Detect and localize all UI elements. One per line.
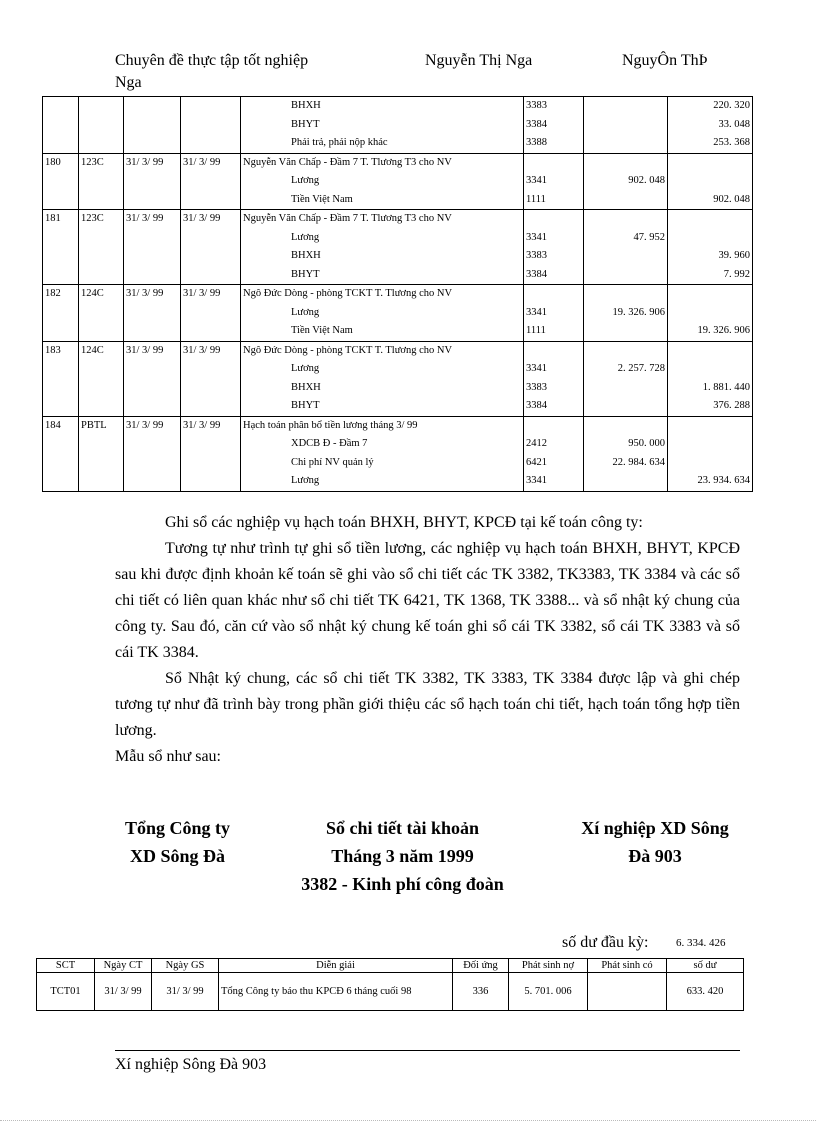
cell-sct	[79, 304, 124, 323]
cell-dien-giai: BHXH	[241, 379, 524, 398]
ledger-title: Sổ chi tiết tài khoản	[325, 818, 480, 838]
cell-no	[584, 153, 668, 172]
table-row	[43, 416, 753, 435]
cell-ngay-gs	[181, 360, 241, 379]
cell-no	[584, 191, 668, 210]
cell-co: 7. 992	[668, 266, 753, 285]
body-text	[115, 510, 740, 770]
ledger-account: 3382 - Kinh phí công đoàn	[301, 874, 504, 894]
cell-ngay-gs	[181, 304, 241, 323]
table-row	[43, 360, 753, 379]
cell-tk: 2412	[524, 435, 584, 454]
cell-ngay-ct: 31/ 3/ 99	[124, 341, 181, 360]
cell-stt	[43, 360, 79, 379]
cell-sct	[79, 322, 124, 341]
cell-ngay-gs	[181, 379, 241, 398]
company-name-line2: XD Sông Đà	[129, 846, 226, 866]
table-row	[43, 210, 753, 229]
cell-ngay-ct: 31/ 3/ 99	[124, 153, 181, 172]
cell-stt	[43, 472, 79, 491]
cell-tk: 3383	[524, 97, 584, 116]
table-row	[43, 397, 753, 416]
journal-body	[43, 97, 753, 492]
cell-stt	[43, 247, 79, 266]
table-row	[43, 172, 753, 191]
cell-ngay-ct: 31/ 3/ 99	[124, 416, 181, 435]
cell-stt	[43, 134, 79, 153]
cell-no	[584, 134, 668, 153]
table-row	[43, 379, 753, 398]
cell-doi-ung: 336	[453, 973, 509, 1011]
cell-ngay-ct	[124, 134, 181, 153]
col-ngay-ct: Ngày CT	[95, 959, 152, 973]
cell-ngay-ct: 31/ 3/ 99	[124, 285, 181, 304]
cell-stt	[43, 172, 79, 191]
cell-ngay-ct	[124, 247, 181, 266]
cell-stt: 181	[43, 210, 79, 229]
cell-tk: 1111	[524, 322, 584, 341]
cell-stt	[43, 191, 79, 210]
cell-ngay-gs	[181, 472, 241, 491]
table-row	[43, 435, 753, 454]
cell-tk: 3384	[524, 116, 584, 135]
cell-sct	[79, 172, 124, 191]
cell-ngay-gs	[181, 454, 241, 473]
paragraph-1: Ghi sổ các nghiệp vụ hạch toán BHXH, BHYT, KPCĐ tại kế toán công ty:	[165, 514, 643, 531]
cell-dien-giai: Lương	[241, 472, 524, 491]
cell-co	[668, 210, 753, 229]
cell-co	[668, 435, 753, 454]
cell-tk: 3341	[524, 229, 584, 248]
cell-ngay-gs: 31/ 3/ 99	[181, 416, 241, 435]
cell-ngay-gs: 31/ 3/ 99	[181, 210, 241, 229]
cell-co	[588, 973, 667, 1011]
cell-no: 902. 048	[584, 172, 668, 191]
cell-co: 33. 048	[668, 116, 753, 135]
table-row	[37, 973, 744, 1011]
cell-ngay-ct	[124, 172, 181, 191]
cell-ngay-ct	[124, 191, 181, 210]
cell-sct: 123C	[79, 153, 124, 172]
cell-dien-giai: BHYT	[241, 116, 524, 135]
paragraph-4: Mẫu sổ như sau:	[115, 748, 221, 765]
table-row	[43, 191, 753, 210]
cell-co: 19. 326. 906	[668, 322, 753, 341]
cell-dien-giai: Lương	[241, 229, 524, 248]
col-dien-giai: Diễn giải	[219, 959, 453, 973]
table-row	[43, 116, 753, 135]
unit-name-line2: Đà 903	[628, 846, 682, 866]
cell-tk	[524, 210, 584, 229]
col-phat-sinh-no: Phát sinh nợ	[509, 959, 588, 973]
unit-name-line1: Xí nghiệp XD Sông	[581, 818, 729, 838]
cell-stt: 182	[43, 285, 79, 304]
cell-stt	[43, 322, 79, 341]
cell-stt: 184	[43, 416, 79, 435]
cell-no	[584, 322, 668, 341]
cell-tk: 3383	[524, 379, 584, 398]
cell-dien-giai: Ngô Đức Dòng - phòng TCKT T. Tlương cho NV	[241, 285, 524, 304]
cell-stt	[43, 266, 79, 285]
cell-sct: 124C	[79, 341, 124, 360]
cell-ngay-ct: 31/ 3/ 99	[95, 973, 152, 1011]
cell-no	[584, 116, 668, 135]
cell-dien-giai: Lương	[241, 304, 524, 323]
cell-tk	[524, 153, 584, 172]
table-row	[43, 472, 753, 491]
cell-ngay-ct	[124, 229, 181, 248]
cell-co	[668, 229, 753, 248]
cell-dien-giai: BHXH	[241, 247, 524, 266]
cell-dien-giai: Hạch toán phân bổ tiền lương tháng 3/ 99	[241, 416, 524, 435]
cell-stt	[43, 304, 79, 323]
cell-ngay-ct	[124, 360, 181, 379]
cell-no	[584, 341, 668, 360]
cell-stt	[43, 379, 79, 398]
cell-stt	[43, 454, 79, 473]
cell-no: 19. 326. 906	[584, 304, 668, 323]
header-left-line1: Chuyên đề thực tập tốt nghiệp	[115, 52, 309, 69]
cell-co: 253. 368	[668, 134, 753, 153]
cell-sct	[79, 266, 124, 285]
ledger-period: Tháng 3 năm 1999	[331, 846, 474, 866]
cell-no	[584, 97, 668, 116]
cell-ngay-gs	[181, 97, 241, 116]
cell-sct	[79, 472, 124, 491]
cell-co: 39. 960	[668, 247, 753, 266]
cell-co	[668, 341, 753, 360]
col-sct: SCT	[37, 959, 95, 973]
cell-co: 376. 288	[668, 397, 753, 416]
cell-co	[668, 172, 753, 191]
cell-tk	[524, 341, 584, 360]
cell-tk: 3341	[524, 304, 584, 323]
col-ngay-gs: Ngày GS	[152, 959, 219, 973]
cell-dien-giai: Chi phí NV quản lý	[241, 454, 524, 473]
journal-table	[42, 96, 753, 492]
ledger-header-row	[37, 959, 744, 973]
table-row	[43, 134, 753, 153]
cell-no	[584, 472, 668, 491]
cell-co: 220. 320	[668, 97, 753, 116]
cell-no	[584, 379, 668, 398]
cell-ngay-gs: 31/ 3/ 99	[152, 973, 219, 1011]
page-bottom-dotted-line	[0, 1120, 816, 1121]
cell-dien-giai: Nguyễn Văn Chấp - Đầm 7 T. Tlương T3 cho NV	[241, 210, 524, 229]
cell-ngay-ct	[124, 397, 181, 416]
cell-tk: 3388	[524, 134, 584, 153]
cell-ngay-ct	[124, 322, 181, 341]
cell-co	[668, 416, 753, 435]
cell-ngay-ct	[124, 97, 181, 116]
cell-ngay-gs	[181, 172, 241, 191]
cell-no	[584, 266, 668, 285]
cell-tk: 3384	[524, 266, 584, 285]
cell-no	[584, 416, 668, 435]
form-title-right	[555, 814, 755, 870]
table-row	[43, 229, 753, 248]
footer-text: Xí nghiệp Sông Đà 903	[115, 1056, 267, 1073]
cell-sct: 124C	[79, 285, 124, 304]
cell-ngay-gs	[181, 229, 241, 248]
cell-stt	[43, 397, 79, 416]
cell-sct	[79, 454, 124, 473]
cell-dien-giai: Phải trả, phải nộp khác	[241, 134, 524, 153]
cell-no: 950. 000	[584, 435, 668, 454]
cell-tk: 3384	[524, 397, 584, 416]
cell-sct: 123C	[79, 210, 124, 229]
cell-ngay-gs	[181, 134, 241, 153]
table-row	[43, 341, 753, 360]
cell-no	[584, 285, 668, 304]
cell-tk: 3383	[524, 247, 584, 266]
opening-balance-value: 6. 334. 426	[676, 937, 726, 949]
cell-co	[668, 153, 753, 172]
table-row	[43, 322, 753, 341]
cell-sct	[79, 97, 124, 116]
cell-ngay-ct	[124, 304, 181, 323]
cell-dien-giai: Lương	[241, 360, 524, 379]
cell-ngay-ct	[124, 379, 181, 398]
cell-tk	[524, 285, 584, 304]
table-row	[43, 285, 753, 304]
table-row	[43, 304, 753, 323]
cell-no: 2. 257. 728	[584, 360, 668, 379]
cell-dien-giai: XDCB Đ - Đầm 7	[241, 435, 524, 454]
form-title-center	[270, 814, 535, 898]
table-row	[43, 266, 753, 285]
cell-tk: 6421	[524, 454, 584, 473]
cell-co	[668, 304, 753, 323]
table-row	[43, 153, 753, 172]
cell-tk: 3341	[524, 172, 584, 191]
cell-dien-giai: Tiền Việt Nam	[241, 322, 524, 341]
cell-ngay-gs: 31/ 3/ 99	[181, 285, 241, 304]
cell-co	[668, 285, 753, 304]
paragraph-2: Tương tự như trình tự ghi sổ tiền lương, các nghiệp vụ hạch toán BHXH, BHYT, KPCĐ sau khi được định khoản kế toán sẽ ghi vào sổ chi tiết các TK 3382, TK3383, TK 3384 và các sổ chi tiết có liên quan khác như sổ chi tiết TK 6421, TK 1368, TK 3388... và sổ nhật ký chung của công ty. Sau đó, căn cứ vào sổ nhật ký chung kế toán ghi sổ cái TK 3382, sổ cái TK 3383 và sổ cái TK 3384.	[115, 540, 740, 661]
cell-no	[584, 397, 668, 416]
cell-tk: 3341	[524, 472, 584, 491]
cell-ngay-ct	[124, 472, 181, 491]
cell-ngay-gs	[181, 322, 241, 341]
header-center: Nguyễn Thị Nga	[425, 52, 533, 69]
cell-no	[584, 210, 668, 229]
cell-ngay-gs	[181, 247, 241, 266]
cell-dien-giai: Nguyễn Văn Chấp - Đầm 7 T. Tlương T3 cho NV	[241, 153, 524, 172]
cell-sct	[79, 397, 124, 416]
header-right: NguyÔn ThÞ	[622, 52, 708, 69]
cell-so-du: 633. 420	[667, 973, 744, 1011]
table-row	[43, 454, 753, 473]
cell-sct	[79, 435, 124, 454]
cell-sct: PBTL	[79, 416, 124, 435]
col-doi-ung: Đối ứng	[453, 959, 509, 973]
col-phat-sinh-co: Phát sinh có	[588, 959, 667, 973]
cell-ngay-gs: 31/ 3/ 99	[181, 153, 241, 172]
cell-stt	[43, 229, 79, 248]
cell-sct	[79, 191, 124, 210]
cell-tk	[524, 416, 584, 435]
cell-sct: TCT01	[37, 973, 95, 1011]
cell-ngay-gs	[181, 116, 241, 135]
cell-sct	[79, 229, 124, 248]
cell-dien-giai: Lương	[241, 172, 524, 191]
cell-dien-giai: BHXH	[241, 97, 524, 116]
cell-ngay-gs	[181, 266, 241, 285]
cell-sct	[79, 134, 124, 153]
header-left-line2: Nga	[115, 74, 142, 91]
cell-stt	[43, 97, 79, 116]
cell-ngay-ct: 31/ 3/ 99	[124, 210, 181, 229]
form-title-left	[95, 814, 260, 870]
cell-ngay-gs	[181, 191, 241, 210]
cell-ngay-gs: 31/ 3/ 99	[181, 341, 241, 360]
cell-sct	[79, 247, 124, 266]
cell-co	[668, 360, 753, 379]
cell-co: 902. 048	[668, 191, 753, 210]
opening-balance-label: số dư đầu kỳ:	[562, 934, 649, 951]
cell-sct	[79, 116, 124, 135]
table-row	[43, 97, 753, 116]
company-name-line1: Tổng Công ty	[124, 818, 231, 838]
cell-no	[584, 247, 668, 266]
cell-ngay-ct	[124, 116, 181, 135]
cell-sct	[79, 360, 124, 379]
cell-stt: 180	[43, 153, 79, 172]
header-left	[115, 50, 308, 94]
cell-no: 47. 952	[584, 229, 668, 248]
cell-dien-giai: BHYT	[241, 266, 524, 285]
cell-stt: 183	[43, 341, 79, 360]
cell-no: 5. 701. 006	[509, 973, 588, 1011]
cell-ngay-ct	[124, 266, 181, 285]
col-so-du: số dư	[667, 959, 744, 973]
cell-tk: 3341	[524, 360, 584, 379]
ledger-table	[36, 958, 744, 1011]
cell-ngay-gs	[181, 435, 241, 454]
cell-ngay-gs	[181, 397, 241, 416]
cell-co: 1. 881. 440	[668, 379, 753, 398]
paragraph-3: Sổ Nhật ký chung, các sổ chi tiết TK 3382, TK 3383, TK 3384 được lập và ghi chép tương tự như đã trình bày trong phần giới thiệu các sổ hạch toán chi tiết, hạch toán tổng hợp tiền lương.	[115, 670, 740, 739]
cell-dien-giai: BHYT	[241, 397, 524, 416]
cell-no: 22. 984. 634	[584, 454, 668, 473]
cell-dien-giai: Ngô Đức Dòng - phòng TCKT T. Tlương cho NV	[241, 341, 524, 360]
cell-co	[668, 454, 753, 473]
cell-dien-giai: Tiền Việt Nam	[241, 191, 524, 210]
cell-ngay-ct	[124, 435, 181, 454]
cell-ngay-ct	[124, 454, 181, 473]
cell-tk: 1111	[524, 191, 584, 210]
cell-stt	[43, 116, 79, 135]
cell-sct	[79, 379, 124, 398]
footer-divider	[115, 1050, 740, 1051]
cell-co: 23. 934. 634	[668, 472, 753, 491]
cell-dien-giai: Tổng Công ty báo thu KPCĐ 6 tháng cuối 98	[219, 973, 453, 1011]
table-row	[43, 247, 753, 266]
cell-stt	[43, 435, 79, 454]
